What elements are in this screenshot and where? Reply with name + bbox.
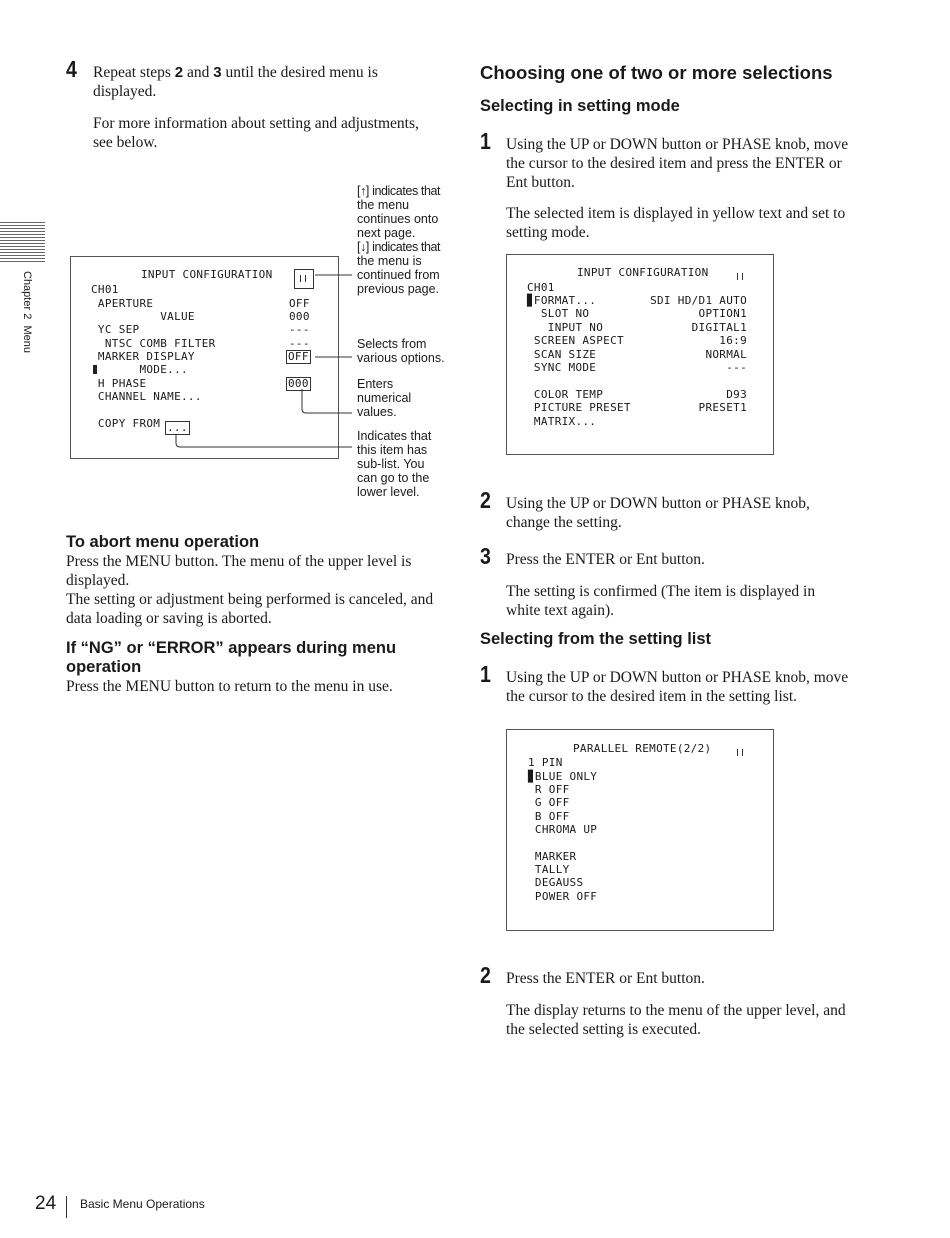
menu-title: INPUT CONFIGURATION [577,266,709,279]
menu-title: INPUT CONFIGURATION [141,268,273,281]
menu-row-label: MARKER [528,850,577,863]
page-scroll-icon [734,748,748,758]
menu-row-label: CH01 [91,283,119,296]
step-2-number: 2 [480,487,491,513]
annot-line: values. [357,405,397,419]
menu-row-value: NORMAL [705,348,747,361]
ng-heading-line: If “NG” or “ERROR” appears during menu [66,639,397,657]
menu-row-label: APERTURE [91,297,154,310]
ng-heading-line: operation [66,658,142,676]
page-scroll-icon [734,272,748,282]
heading-choosing: Choosing one of two or more selections [480,62,833,83]
step-line: Using the UP or DOWN button or PHASE knob, move [506,136,849,153]
step-ref-3: 3 [213,64,222,81]
abort-heading: To abort menu operation [66,533,260,551]
menu-row-label: COPY FROM [91,417,161,430]
menu-title: PARALLEL REMOTE(2/2) [573,742,712,755]
step-line: The display returns to the menu of the upper level, and [506,1002,846,1019]
menu-row-label: B OFF [528,810,570,823]
annot-line: [↑] indicates that [357,184,441,198]
menu-row-label: DEGAUSS [528,876,584,889]
menu-row-value: OPTION1 [698,307,747,320]
step-1-number: 1 [480,128,491,154]
ng-heading [66,639,396,677]
menu-row-label: SCREEN ASPECT [527,334,624,347]
step-line: white text again). [506,602,615,619]
chapter-label: Chapter 2 [21,271,33,320]
menu-row-value: D93 [726,388,747,401]
annot-line: Selects from [357,337,427,351]
annot-line: lower level. [357,485,420,499]
footer-section: Basic Menu Operations [80,1197,205,1211]
annot-line: numerical [357,391,412,405]
annot-line: sub-list. You [357,457,425,471]
menu-row-value: 000 [289,310,310,323]
menu-row-label: R OFF [528,783,570,796]
step-3-para2 [506,582,886,620]
step-1-text [506,135,886,192]
menu-row-label: MODE... [91,363,188,376]
menu-row-value: --- [726,361,747,374]
annot-line: Enters [357,377,394,391]
annot-line: the menu [357,198,410,212]
step-2b-para2 [506,1001,886,1039]
menu-row-value: DIGITAL1 [691,321,747,334]
step-2b-number: 2 [480,962,491,988]
menu-row-label: CHANNEL NAME... [91,390,202,403]
step-2b-text: Press the ENTER or Ent button. [506,970,705,987]
step-4-para2-l1: For more information about setting and adjustments, [93,115,419,132]
menu-row-label: MARKER DISPLAY [91,350,195,363]
annot-line: Indicates that [357,429,432,443]
menu-option-box: OFF [288,350,309,363]
menu-row-label: NTSC COMB FILTER [91,337,216,350]
step-line: change the setting. [506,514,622,531]
menu-row-label: ▊FORMAT... [527,294,597,307]
menu-row-label: CH01 [527,281,555,294]
annot-line: previous page. [357,282,440,296]
menu-row-label: SYNC MODE [527,361,597,374]
step-1-para2 [506,204,886,242]
step-4-text-a: Repeat steps [93,64,175,81]
ng-body: Press the MENU button to return to the menu in use. [66,678,393,695]
menu-row-label: 1 PIN [528,756,563,769]
step-ref-2: 2 [174,64,184,81]
annot-line: [↓] indicates that [357,240,441,254]
menu-row-label: PICTURE PRESET [527,401,631,414]
menu-sublist-box: ... [167,421,188,434]
menu-row-label: TALLY [528,863,570,876]
step-line: setting mode. [506,224,590,241]
heading-setting-list: Selecting from the setting list [480,630,712,648]
menu-screen-parallel-remote [506,729,774,931]
heading-setting-mode: Selecting in setting mode [480,97,680,115]
menu-row-label: POWER OFF [528,890,598,903]
abort-body [66,552,456,628]
step-line: Using the UP or DOWN button or PHASE knob, move [506,669,849,686]
abort-line: Press the MENU button. The menu of the upper level is [66,553,412,570]
step-4-para2-l2: see below. [93,134,158,151]
step-1b-number: 1 [480,661,491,687]
annot-line: this item has [357,443,428,457]
step-line: the selected setting is executed. [506,1021,701,1038]
menu-row-label: SCAN SIZE [527,348,597,361]
menu-row-label: CHROMA UP [528,823,598,836]
menu-row-label: COLOR TEMP [527,388,604,401]
menu-row-label: SLOT NO [527,307,590,320]
menu-row-value: --- [289,337,310,350]
section-label: Menu [21,325,33,353]
step-4-text-b: until the desired menu is [221,64,378,81]
menu-row-label: YC SEP [91,323,140,336]
abort-line: displayed. [66,572,130,589]
annotation-numerical [357,377,449,419]
step-line: The setting is confirmed (The item is displayed in [506,583,816,600]
menu-row-label: INPUT NO [527,321,604,334]
menu-row-value: SDI HD/D1 AUTO [650,294,747,307]
menu-row-value: 16:9 [719,334,747,347]
step-line: the cursor to the desired item and press the ENTER or [506,155,842,172]
menu-screen-input-config-2 [506,254,774,455]
menu-row-label: ▊BLUE ONLY [528,770,598,783]
abort-line: The setting or adjustment being performed is canceled, and [66,591,434,608]
menu-row-value: PRESET1 [698,401,747,414]
step-3-text: Press the ENTER or Ent button. [506,551,705,568]
annotation-sublist [357,429,449,499]
menu-row-label: H PHASE [91,377,147,390]
annot-line: various options. [357,351,445,365]
annotation-page-arrows [357,184,449,296]
menu-row-label: MATRIX... [527,415,597,428]
menu-row-value: --- [289,323,310,336]
step-line: Ent button. [506,174,575,191]
menu-row-label: VALUE [91,310,195,323]
menu-numeric-box: 000 [288,377,309,390]
step-line: Using the UP or DOWN button or PHASE knob, [506,495,810,512]
menu-row-label: G OFF [528,796,570,809]
annot-line: next page. [357,226,416,240]
step-1b-text [506,668,886,706]
menu-row-value: OFF [289,297,310,310]
step-4-text-line2: displayed. [93,83,157,100]
step-line: the cursor to the desired item in the setting list. [506,688,797,705]
step-line: The selected item is displayed in yellow text and set to [506,205,846,222]
abort-line: data loading or saving is aborted. [66,610,272,627]
page-number: 24 [35,1193,57,1214]
step-4-text-mid: and [183,64,214,81]
step-4-number: 4 [66,56,77,82]
annot-line: continues onto [357,212,439,226]
step-3-number: 3 [480,543,491,569]
footer-divider [66,1196,67,1218]
annot-line: continued from [357,268,440,282]
step-2-text [506,494,886,532]
annot-line: the menu is [357,254,422,268]
annot-line: can go to the [357,471,430,485]
annotation-options [357,337,449,365]
